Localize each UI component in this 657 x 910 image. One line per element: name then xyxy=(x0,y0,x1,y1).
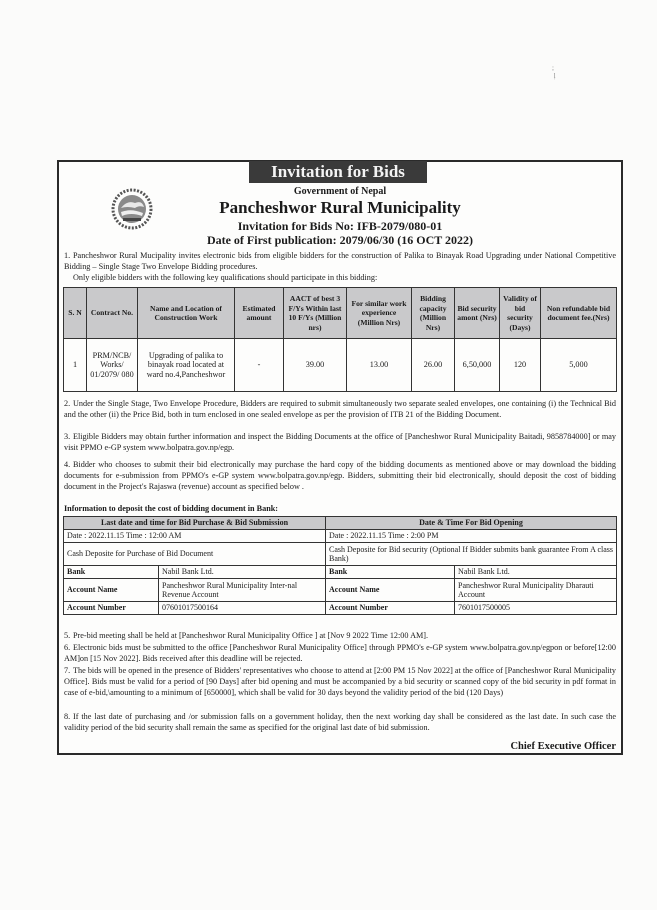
bank-label: Bank xyxy=(64,566,159,579)
para-text: The bids will be opened in the presence of Bidders' representatives who choose to attend at [2:00 PM 15 Nov 2022] at the office of [Pancheshwor Rural Municipality Office]. Bids must be valid for a period of [90 Days] after bid opening and must be accompanied by a bid security or scanned copy of the bid security in pdf format in case of e-bid,\amounting to a minimum of [650000], which shall be valid for 30 days beyond the validity period of the bid (120 Days) xyxy=(64,666,616,697)
right-bank-name: Nabil Bank Ltd. xyxy=(455,566,617,579)
opening-header: Date & Time For Bid Opening xyxy=(326,517,617,530)
submission-header: Last date and time for Bid Purchase & Bid Submission xyxy=(64,517,326,530)
left-account-number: 07601017500164 xyxy=(159,602,326,615)
bank-label: Bank xyxy=(326,566,455,579)
account-name-label: Account Name xyxy=(326,579,455,602)
cell-contract-no: PRM/NCB/ Works/ 01/2079/ 080 xyxy=(87,339,138,392)
paragraph-7 xyxy=(64,665,616,698)
paragraph-6 xyxy=(64,642,616,664)
left-account-name: Pancheshwor Rural Municipality Inter-nal Revenue Account xyxy=(159,579,326,602)
table-row xyxy=(64,339,617,392)
account-number-label: Account Number xyxy=(64,602,159,615)
ifb-number: Invitation for Bids No: IFB-2079/080-01 xyxy=(237,219,443,233)
cell-aact: 39.00 xyxy=(284,339,347,392)
bank-deposit-table xyxy=(63,516,617,615)
col-header: Estimated amount xyxy=(235,288,284,339)
para-number: 7. xyxy=(64,666,71,675)
cell-bidding-capacity: 26.00 xyxy=(412,339,455,392)
left-bank-name: Nabil Bank Ltd. xyxy=(159,566,326,579)
account-name-label: Account Name xyxy=(64,579,159,602)
para-number: 4. xyxy=(64,460,71,469)
right-account-number: 7601017500005 xyxy=(455,602,617,615)
cell-validity: 120 xyxy=(500,339,541,392)
paragraph-5 xyxy=(64,630,616,641)
account-number-label: Account Number xyxy=(326,602,455,615)
cell-work-name: Upgrading of palika to binayak road located at ward no.4,Pancheshwor xyxy=(138,339,235,392)
bank-info-heading: Information to deposit the cost of bidding document in Bank: xyxy=(64,504,279,513)
publication-date: Date of First publication: 2079/06/30 (16 OCT 2022) xyxy=(206,233,474,247)
signature-title: Chief Executive Officer xyxy=(510,741,616,752)
col-header: S. N xyxy=(64,288,87,339)
para-text: Bidder who chooses to submit their bid electronically may purchase the hard copy of the bidding documents as mentioned above or may download the bidding documents for e-submission from PPMO's e-GP system www.bolpatra.gov.np/egp. Bidders, submitting their bid electronically, should deposit the cost of bidding document in the Project's Rajaswa (revenue) account as specified below . xyxy=(64,460,616,491)
para-number: 2. xyxy=(64,399,71,408)
para-number: 5. xyxy=(64,631,71,640)
para-text: Pre-bid meeting shall be held at [Pancheshwor Rural Municipality Office ] at [Nov 9 2022 Time 12:00 AM]. xyxy=(73,631,429,640)
cell-bid-security: 6,50,000 xyxy=(455,339,500,392)
qualification-table xyxy=(63,287,617,392)
notice-frame xyxy=(57,160,623,755)
para-text: Pancheshwor Rural Mucipality invites electronic bids from eligible bidders for the construction of Palika to Binayak Road Upgrading under National Competitive Bidding – Single Stage Two Envelope Bidding procedures. xyxy=(64,251,616,271)
para-text: If the last date of purchasing and /or submission falls on a government holiday, then the next working day shall be considered as the last date. In such case the validity period of the bid security shall remain the same as specified for the original last date of bid submission. xyxy=(64,712,616,732)
scan-mark: ; ḷ xyxy=(552,64,556,80)
para-text: Only eligible bidders with the following key qualifications should participate in this bidding: xyxy=(73,273,378,282)
para-text: Under the Single Stage, Two Envelope Procedure, Bidders are required to submit simultaneously two separate sealed envelopes, one containing (i) the Technical Bid and the other (ii) the Price Bid, both in turn enclosed in one sealed envelope as per the provision of ITB 21 of the Bidding Document. xyxy=(64,399,616,419)
para-text: Eligible Bidders may obtain further information and inspect the Bidding Documents at the office of [Pancheshwor Rural Municipality Baitadi, 9858784000] or may visit PPMO e-GP system www.bolpatra.gov.np/egp. xyxy=(64,432,616,452)
col-header: AACT of best 3 F/Ys Within last 10 F/Ys (Million nrs) xyxy=(284,288,347,339)
opening-date: Date : 2022.11.15 Time : 2:00 PM xyxy=(326,530,617,543)
para-number: 8. xyxy=(64,712,71,721)
municipality-heading: Pancheshwor Rural Municipality xyxy=(219,198,461,217)
right-account-name: Pancheshwor Rural Municipality Dharauti Account xyxy=(455,579,617,602)
security-deposit-purpose: Cash Deposite for Bid security (Optional If Bidder submits bank guarantee From A class Bank) xyxy=(326,543,617,566)
banner-title: Invitation for Bids xyxy=(249,161,427,183)
para-number: 6. xyxy=(64,643,71,652)
cell-document-fee: 5,000 xyxy=(541,339,617,392)
paragraph-3 xyxy=(64,431,616,453)
col-header: Name and Location of Construction Work xyxy=(138,288,235,339)
col-header: Bidding capacity (Million Nrs) xyxy=(412,288,455,339)
cell-sn: 1 xyxy=(64,339,87,392)
para-number: 3. xyxy=(64,432,71,441)
col-header: Contract No. xyxy=(87,288,138,339)
submission-date: Date : 2022.11.15 Time : 12:00 AM xyxy=(64,530,326,543)
para-text: Electronic bids must be submitted to the office [Pancheshwor Rural Municipality Office] through PPMO's e-GP system www.bolpatra.gov.np/egpon or before[12:00 AM]on [15 Nov 2022]. Bids received after this deadline will be rejected. xyxy=(64,643,616,663)
col-header: For similar work experience (Million Nrs) xyxy=(347,288,412,339)
col-header: Non refundable bid document fee.(Nrs) xyxy=(541,288,617,339)
paragraph-2 xyxy=(64,398,616,420)
paragraph-8 xyxy=(64,711,616,733)
cell-estimated-amount: - xyxy=(235,339,284,392)
col-header: Validity of bid security (Days) xyxy=(500,288,541,339)
document-deposit-purpose: Cash Deposite for Purchase of Bid Document xyxy=(64,543,326,566)
government-heading: Government of Nepal xyxy=(293,186,387,197)
paragraph-1 xyxy=(64,250,616,283)
col-header: Bid security amont (Nrs) xyxy=(455,288,500,339)
paragraph-4 xyxy=(64,459,616,492)
cell-similar-work: 13.00 xyxy=(347,339,412,392)
table-header-row xyxy=(64,288,617,339)
para-number: 1. xyxy=(64,251,71,260)
